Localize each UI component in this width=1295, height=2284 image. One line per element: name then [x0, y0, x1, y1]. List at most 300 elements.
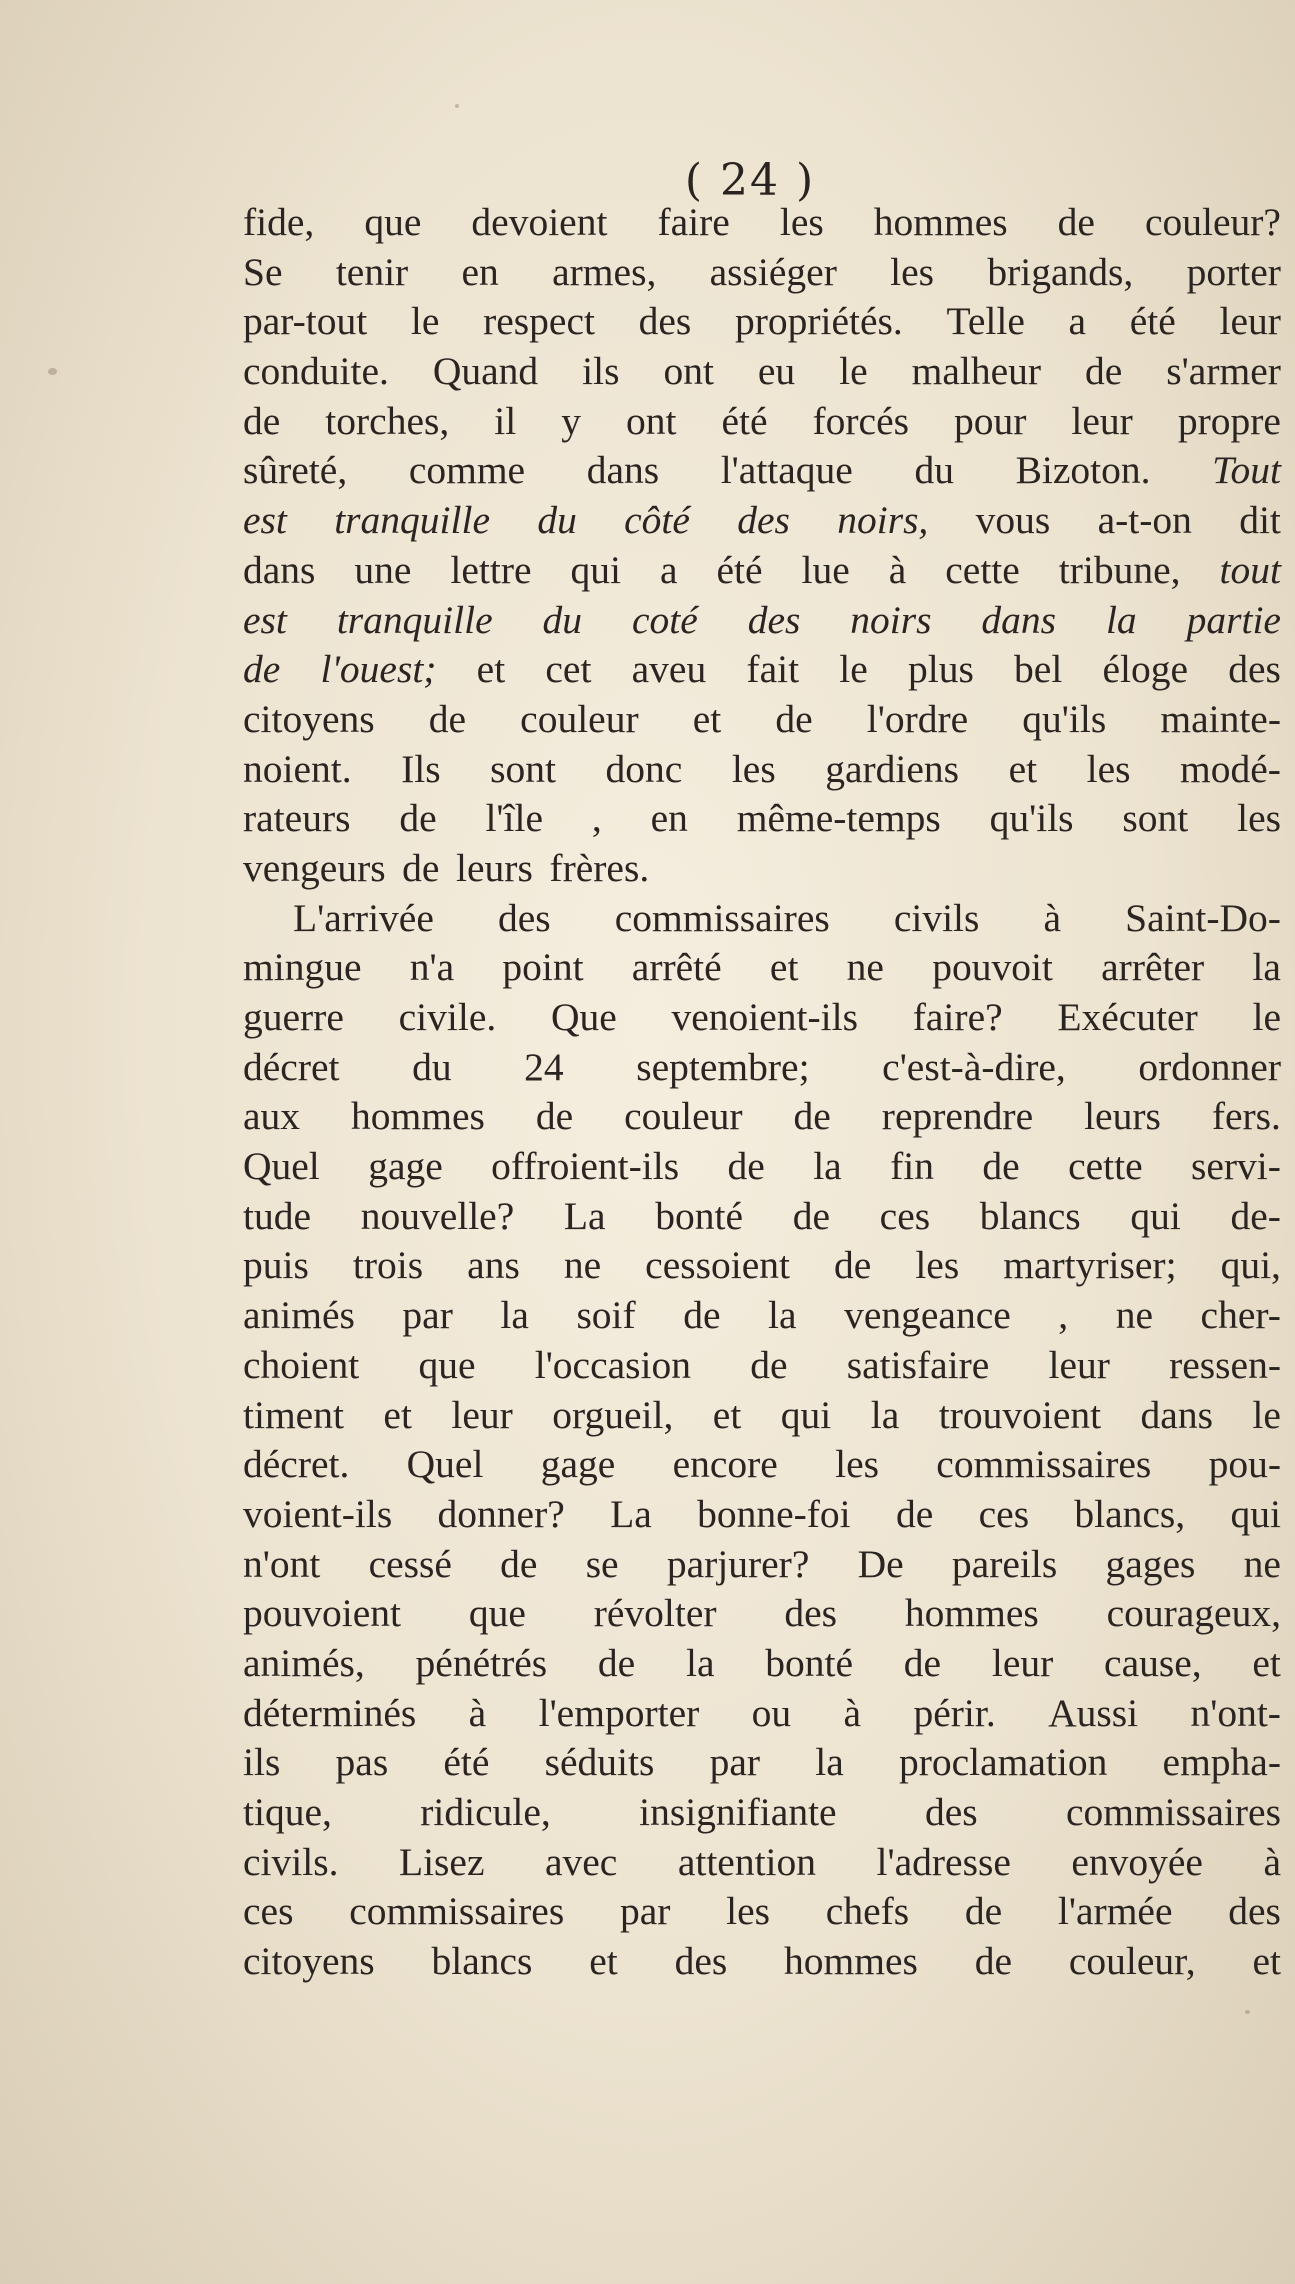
word: de [903, 1640, 942, 1685]
word: la [815, 1740, 844, 1785]
word: venoient-ils [671, 995, 859, 1039]
word: à [843, 1690, 862, 1735]
word: hommes [873, 200, 1008, 244]
text-line [243, 1689, 1281, 1739]
word: proclamation [898, 1740, 1108, 1785]
word: ne [563, 1243, 602, 1288]
word: tranquille [334, 498, 491, 543]
word: La [563, 1193, 606, 1238]
word: lettre [450, 547, 532, 592]
word: des [784, 1591, 838, 1636]
word: des [638, 299, 692, 344]
word: Que [550, 995, 617, 1039]
text-line [243, 645, 1281, 695]
word: et [1008, 746, 1038, 791]
word: la [768, 1293, 797, 1338]
word: a-t-on [1097, 498, 1192, 543]
word: à [1043, 895, 1062, 940]
word: couleur [624, 1094, 743, 1139]
word: vengeurs [243, 845, 386, 890]
word: par [619, 1889, 671, 1934]
word: martyriser; [1003, 1243, 1177, 1288]
word: ne [1243, 1541, 1281, 1586]
ink-speck [455, 104, 459, 108]
word: sont [1122, 796, 1189, 841]
word: dans [586, 448, 660, 493]
word: qu'ils [989, 796, 1074, 841]
word: arrêter [1101, 945, 1205, 990]
word: du [412, 1044, 452, 1089]
word: le [410, 299, 440, 344]
word: ont [663, 349, 714, 394]
word: tique, [243, 1790, 332, 1834]
text-line [243, 347, 1281, 397]
text-line [243, 894, 1281, 944]
word: des [747, 597, 801, 642]
word: séduits [544, 1740, 655, 1785]
word: se [585, 1541, 619, 1586]
word: les [1086, 746, 1131, 791]
word: comme [408, 448, 526, 493]
word: qu'ils [1022, 696, 1107, 741]
text-line [243, 1838, 1281, 1888]
word: gages [1105, 1541, 1196, 1586]
word: que [418, 1342, 476, 1387]
text-line [243, 1092, 1281, 1142]
word: empha- [1162, 1740, 1281, 1785]
word: ordonner [1138, 1044, 1281, 1089]
word: tout [1219, 547, 1281, 592]
word: du [914, 448, 954, 493]
word: faire [657, 200, 730, 244]
word: de [792, 1193, 830, 1238]
word: le [1252, 995, 1281, 1039]
word: Lisez [398, 1839, 485, 1884]
text-line [243, 1043, 1281, 1093]
word: l'adresse [876, 1839, 1011, 1884]
word: Telle [946, 299, 1025, 344]
text-line [243, 1937, 1281, 1987]
word: qui [1130, 1193, 1181, 1238]
text-line [243, 1490, 1281, 1540]
word: plus [907, 647, 974, 692]
word: blancs [431, 1939, 533, 1984]
word: septembre; [636, 1044, 810, 1089]
word: de [399, 796, 437, 841]
word: partie [1186, 597, 1281, 642]
word: Ils [401, 746, 441, 791]
page-number: ( 24 ) [684, 155, 816, 206]
word: leur [1048, 1342, 1110, 1387]
word: la [1105, 597, 1137, 642]
word: hommes [904, 1591, 1039, 1636]
word: orgueil, [552, 1392, 674, 1437]
word: ces [978, 1491, 1030, 1536]
word: dit [1239, 498, 1281, 543]
word: trois [352, 1243, 424, 1288]
word: couleur? [1144, 200, 1281, 244]
word: n'a [409, 945, 455, 990]
word: l'attaque [720, 448, 853, 493]
word: et [1252, 1939, 1281, 1984]
word: sûreté, [243, 448, 348, 493]
word: civils. [243, 1839, 339, 1884]
text-line [243, 1241, 1281, 1291]
word: ces [243, 1889, 294, 1934]
word: leur [991, 1640, 1054, 1685]
word: pouvoient [243, 1591, 401, 1636]
word: encore [672, 1442, 778, 1487]
word: à [468, 1690, 487, 1735]
word: leur [1219, 299, 1281, 344]
word: commissaires [936, 1442, 1152, 1487]
word: par [709, 1740, 761, 1785]
word: que [364, 200, 422, 244]
word: l'ordre [866, 696, 969, 741]
word: Bizoton. [1015, 448, 1151, 493]
word: pareils [951, 1541, 1058, 1586]
word: gage [540, 1442, 616, 1487]
word: a [659, 547, 678, 592]
word: de [683, 1293, 721, 1338]
word: courageux, [1106, 1591, 1281, 1636]
word: leurs [1084, 1094, 1161, 1139]
word: une [354, 547, 412, 592]
word: attention [677, 1839, 817, 1884]
word: de [428, 696, 467, 741]
word: bonté [655, 1193, 744, 1238]
word: ils [582, 349, 620, 394]
word: périr. [913, 1690, 996, 1735]
word: dans [1140, 1392, 1213, 1437]
word: voient-ils [243, 1491, 393, 1536]
word: la [1252, 945, 1281, 990]
word: gardiens [825, 746, 960, 791]
text-line [243, 1788, 1281, 1838]
word: été [716, 547, 763, 592]
word: gage [368, 1144, 443, 1189]
word: décret. [243, 1442, 350, 1487]
word: de [500, 1541, 538, 1586]
word: l'ouest; [320, 647, 437, 692]
word: fin [890, 1144, 934, 1189]
word: de [243, 647, 281, 692]
text-line [243, 297, 1281, 347]
word: de [982, 1144, 1020, 1189]
word: trouvoient [938, 1392, 1102, 1437]
word: porter [1186, 249, 1281, 294]
text-line [243, 745, 1281, 795]
word: des [497, 895, 551, 940]
word: du [542, 597, 583, 642]
word: ne [846, 945, 884, 990]
word: propre [1177, 398, 1281, 443]
word: leur [451, 1392, 513, 1437]
word: fait [746, 647, 800, 692]
word: sont [490, 746, 556, 791]
word: satisfaire [846, 1342, 990, 1387]
word: l'île [485, 796, 544, 841]
word: cessé [368, 1541, 452, 1586]
word: conduite. [243, 349, 389, 394]
word: qui [1230, 1491, 1281, 1536]
text-line [243, 1639, 1281, 1689]
word: couleur, [1068, 1939, 1196, 1984]
word: leur [1071, 398, 1133, 443]
word: de [402, 845, 440, 890]
word: la [870, 1392, 900, 1437]
word: l'armée [1057, 1889, 1173, 1934]
word: donc [605, 746, 683, 791]
word: La [610, 1491, 652, 1536]
word: de [1057, 200, 1095, 244]
word: blancs, [1074, 1491, 1186, 1536]
word: mainte- [1160, 696, 1281, 741]
word: des [1228, 647, 1281, 692]
word: assiéger [709, 249, 837, 294]
text-line [243, 546, 1281, 596]
word: bonté [765, 1640, 854, 1685]
word: , [1058, 1293, 1069, 1338]
word: couleur [520, 696, 639, 741]
word: civile. [398, 995, 497, 1039]
word: de [896, 1491, 934, 1536]
word: n'ont- [1190, 1690, 1281, 1735]
word: forcés [812, 398, 909, 443]
word: ou [751, 1690, 792, 1735]
word: par-tout [243, 299, 368, 344]
word: Aussi [1048, 1690, 1139, 1735]
word: et [712, 1392, 742, 1437]
word: en [650, 796, 688, 841]
word: tenir [335, 249, 409, 294]
word: de [834, 1243, 872, 1288]
ink-speck [48, 368, 57, 375]
word: noirs, [837, 498, 929, 543]
word: eu [757, 349, 796, 394]
word: arrêté [631, 945, 722, 990]
word: côté [624, 498, 690, 543]
word: dans [981, 597, 1057, 642]
word: devoient [471, 200, 608, 244]
word: Se [243, 249, 283, 294]
word: insignifiante [639, 1790, 837, 1834]
word: 24 [524, 1044, 564, 1089]
word: des [1228, 1889, 1281, 1934]
word: envoyée [1071, 1839, 1203, 1884]
word: bel [1014, 647, 1063, 692]
word: pour [953, 398, 1027, 443]
word: à [1263, 1839, 1281, 1884]
word: armes, [552, 249, 657, 294]
word: Quand [432, 349, 539, 394]
word: de [964, 1889, 1003, 1934]
text-line [243, 1192, 1281, 1242]
word: Exécuter [1057, 995, 1198, 1039]
text-line [243, 1440, 1281, 1490]
text-line [243, 695, 1281, 745]
word: L'arrivée [293, 895, 434, 940]
word: commissaires [349, 1889, 565, 1934]
word: malheur [911, 349, 1042, 394]
word: leurs [456, 845, 533, 890]
word: éloge [1102, 647, 1189, 692]
word: coté [631, 597, 698, 642]
word: qui [780, 1392, 832, 1437]
word: point [502, 945, 584, 990]
word: citoyens [243, 1939, 375, 1984]
word: donner? [437, 1491, 565, 1536]
word: est [243, 498, 287, 543]
word: les [1237, 796, 1281, 841]
text-line [243, 794, 1281, 844]
word: frères. [549, 845, 650, 890]
word: rateurs [243, 796, 351, 841]
word: la [500, 1293, 529, 1338]
word: qui [570, 547, 621, 592]
word: ridicule, [420, 1790, 551, 1834]
ink-speck [1245, 2010, 1250, 2014]
word: timent [243, 1392, 344, 1437]
word: cette [1068, 1144, 1143, 1189]
word: les [915, 1243, 960, 1288]
word: même-temps [736, 796, 941, 841]
word: faire? [912, 995, 1003, 1039]
text-line [243, 1589, 1281, 1639]
word: citoyens [243, 696, 375, 741]
word: tude [243, 1193, 312, 1238]
word: est [243, 597, 287, 642]
text-line [243, 1887, 1281, 1937]
word: la [813, 1144, 842, 1189]
word: brigands, [987, 249, 1134, 294]
word: et [383, 1392, 412, 1437]
word: pouvoit [932, 945, 1053, 990]
word: reprendre [881, 1094, 1034, 1139]
word: cause, [1104, 1640, 1202, 1685]
word: et [1252, 1640, 1281, 1685]
word: ont [625, 398, 677, 443]
word: Tout [1212, 448, 1281, 493]
word: Saint-Do- [1125, 895, 1281, 940]
word: la [685, 1640, 715, 1685]
text-line [243, 248, 1281, 298]
word: été [443, 1740, 490, 1785]
word: ans [467, 1243, 520, 1288]
word: n'ont [243, 1541, 321, 1586]
word: les [726, 1889, 771, 1934]
word: de [1085, 349, 1123, 394]
word: ces [879, 1193, 931, 1238]
word: le [1252, 1392, 1281, 1437]
word: Quel [406, 1442, 484, 1487]
text-line [243, 993, 1281, 1043]
text-line [243, 446, 1281, 496]
word: des [737, 498, 790, 543]
word: des [674, 1939, 728, 1984]
word: de [535, 1094, 574, 1139]
word: avec [544, 1839, 618, 1884]
word: de [750, 1342, 788, 1387]
word: aveu [631, 647, 707, 692]
word: lue [801, 547, 850, 592]
text-line [243, 1291, 1281, 1341]
word: cessoient [645, 1243, 790, 1288]
word: et [589, 1939, 618, 1984]
word: noient. [243, 746, 352, 791]
word: cher- [1200, 1293, 1281, 1338]
word: s'armer [1166, 349, 1281, 394]
word: pénétrés [415, 1640, 548, 1685]
word: l'emporter [538, 1690, 700, 1735]
word: c'est-à-dire, [882, 1044, 1066, 1089]
text-line [243, 1738, 1281, 1788]
word: tribune, [1058, 547, 1181, 592]
word: fide, [243, 200, 315, 244]
word: nouvelle? [360, 1193, 515, 1238]
word: les [835, 1442, 879, 1487]
word: offroient-ils [491, 1144, 680, 1189]
word: pou- [1208, 1442, 1281, 1487]
word: hommes [784, 1939, 918, 1984]
word: aux [243, 1094, 301, 1139]
text-line [243, 496, 1281, 546]
text-line [243, 1540, 1281, 1590]
word: et [476, 647, 506, 692]
word: par [402, 1293, 453, 1338]
word: en [461, 249, 499, 294]
word: parjurer? [666, 1541, 810, 1586]
word: le [839, 647, 868, 692]
word: de [597, 1640, 636, 1685]
word: vous [975, 498, 1051, 543]
word: tranquille [336, 597, 493, 642]
word: les [731, 746, 776, 791]
body-text [243, 198, 1281, 1987]
word: à [888, 547, 907, 592]
word: de [775, 696, 813, 741]
text-line [243, 1391, 1281, 1441]
word: guerre [243, 995, 344, 1039]
text-line [243, 943, 1281, 993]
word: blancs [979, 1193, 1081, 1238]
word: a [1068, 299, 1087, 344]
word: puis [243, 1243, 309, 1288]
word: torches, [325, 398, 450, 443]
word: commissaires [614, 895, 830, 940]
word: pas [335, 1740, 389, 1785]
word: choient [243, 1342, 360, 1387]
text-line [243, 844, 1281, 894]
word: et [692, 696, 722, 741]
word: les [890, 249, 935, 294]
word: soif [576, 1293, 636, 1338]
word: de [727, 1144, 765, 1189]
text-line [243, 596, 1281, 646]
word: décret [243, 1044, 340, 1089]
word: cet [545, 647, 592, 692]
word: animés, [243, 1640, 365, 1685]
word: ne [1115, 1293, 1153, 1338]
word: vengeance [844, 1293, 1011, 1338]
word: commissaires [1065, 1790, 1281, 1834]
word: bonne-foi [697, 1491, 851, 1536]
word: , [591, 796, 602, 841]
word: cette [945, 547, 1020, 592]
word: qui, [1220, 1243, 1281, 1288]
word: fers. [1211, 1094, 1281, 1139]
word: y [561, 398, 581, 443]
